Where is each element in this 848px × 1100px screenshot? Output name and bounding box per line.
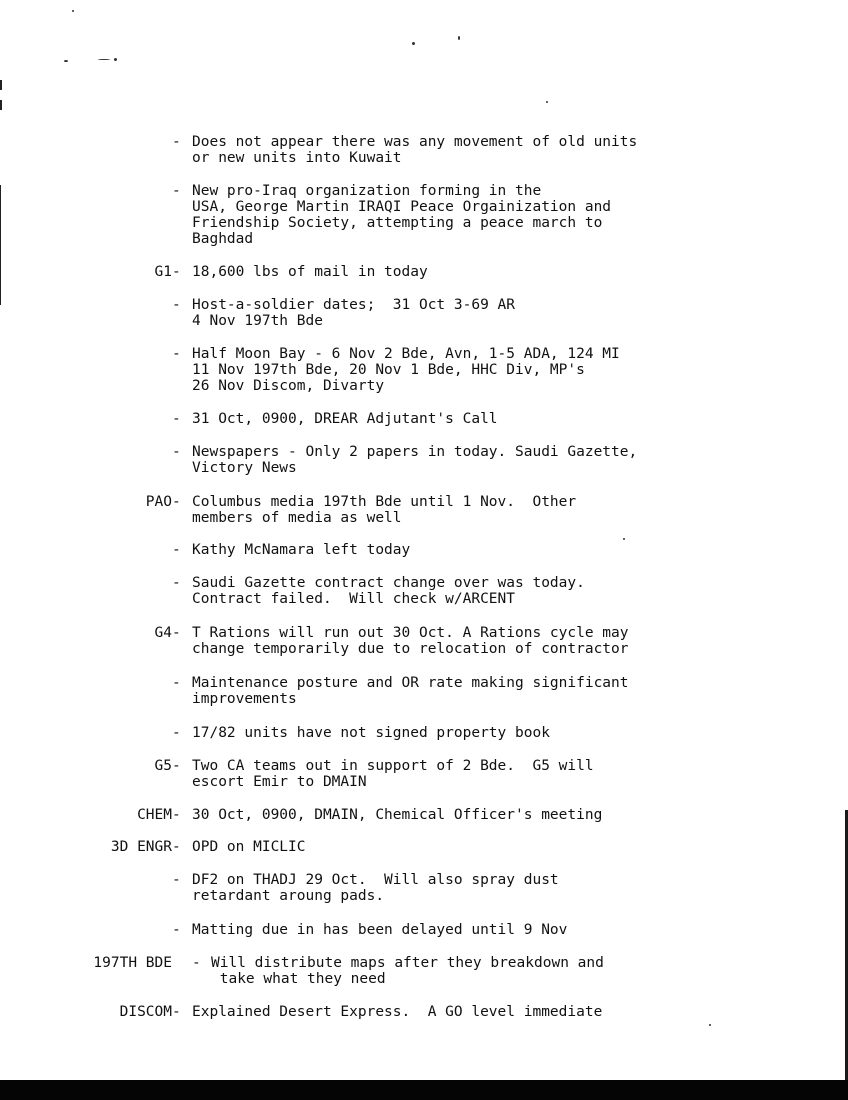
section-label: G4 — [154, 625, 172, 641]
scan-speck — [72, 10, 74, 12]
note-text: 31 Oct, 0900, DREAR Adjutant's Call — [192, 411, 498, 427]
scan-speck — [114, 58, 117, 61]
bullet-dash: - — [172, 494, 181, 510]
note-text: 18,600 lbs of mail in today — [192, 264, 428, 280]
scan-mark — [0, 80, 2, 90]
note-text: 30 Oct, 0900, DMAIN, Chemical Officer's meeting — [192, 807, 603, 823]
note-text: DF2 on THADJ 29 Oct. Will also spray dust retardant aroung pads. — [192, 872, 559, 904]
bullet-dash: - — [172, 758, 181, 774]
bullet-dash: - — [172, 922, 181, 938]
bullet-dash: - — [172, 542, 181, 558]
note-text: Kathy McNamara left today — [192, 542, 411, 558]
note-text: Maintenance posture and OR rate making significant improvements — [192, 675, 629, 707]
note-text: Saudi Gazette contract change over was today. Contract failed. Will check w/ARCENT — [192, 575, 585, 607]
bullet-dash: - — [172, 346, 181, 362]
scan-mark — [0, 185, 1, 305]
bullet-dash: - — [172, 575, 181, 591]
bullet-dash: - — [172, 134, 181, 150]
note-text: Explained Desert Express. A GO level immediate — [192, 1004, 603, 1020]
note-text: Matting due in has been delayed until 9 Nov — [192, 922, 568, 938]
bullet-dash: - — [172, 297, 181, 313]
section-label: G1 — [154, 264, 172, 280]
bullet-dash: - — [172, 872, 181, 888]
note-text: Host-a-soldier dates; 31 Oct 3-69 AR 4 Nov 197th Bde — [192, 297, 516, 329]
note-text: Columbus media 197th Bde until 1 Nov. Other members of media as well — [192, 494, 577, 526]
bullet-dash: - — [172, 625, 181, 641]
bullet-dash: - — [172, 839, 181, 855]
note-text: T Rations will run out 30 Oct. A Rations cycle may change temporarily due to relocation of contractor — [192, 625, 629, 657]
note-text: OPD on MICLIC — [192, 839, 306, 855]
bullet-dash: - — [172, 264, 181, 280]
scan-speck — [709, 1024, 711, 1026]
bullet-dash: - — [172, 725, 181, 741]
bullet-dash: - — [172, 807, 181, 823]
bullet-dash: - — [192, 955, 201, 971]
scan-speck — [546, 101, 548, 103]
section-label: PAO — [145, 494, 172, 510]
bullet-dash: - — [172, 411, 181, 427]
scan-speck — [412, 42, 415, 45]
note-text: 17/82 units have not signed property book — [192, 725, 550, 741]
section-label: 3D ENGR — [110, 839, 172, 855]
bullet-dash: - — [172, 183, 181, 199]
section-label: 197TH BDE — [93, 955, 172, 971]
section-label: G5 — [154, 758, 172, 774]
scan-mark — [0, 100, 2, 110]
scan-speck — [623, 538, 625, 540]
scan-speck — [458, 36, 460, 40]
note-text: Two CA teams out in support of 2 Bde. G5 will escort Emir to DMAIN — [192, 758, 594, 790]
bullet-dash: - — [172, 1004, 181, 1020]
bullet-dash: - — [172, 444, 181, 460]
note-text: Half Moon Bay - 6 Nov 2 Bde, Avn, 1-5 ADA, 124 MI 11 Nov 197th Bde, 20 Nov 1 Bde, HHC Div, MP's 26 Nov Discom, Divarty — [192, 346, 620, 394]
section-label: CHEM — [137, 807, 172, 823]
scan-speck — [64, 60, 68, 62]
note-text: Will distribute maps after they breakdown and take what they need — [211, 955, 604, 987]
note-text: Newspapers - Only 2 papers in today. Saudi Gazette, Victory News — [192, 444, 638, 476]
section-label: DISCOM — [119, 1004, 172, 1020]
scan-speck — [98, 59, 110, 60]
note-text: New pro-Iraq organization forming in the USA, George Martin IRAQI Peace Orgainization and Friendship Society, attempting a peace march to Baghdad — [192, 183, 612, 247]
bullet-dash: - — [172, 675, 181, 691]
scan-bottom-edge — [0, 1080, 848, 1100]
note-text: Does not appear there was any movement of old units or new units into Kuwait — [192, 134, 638, 166]
